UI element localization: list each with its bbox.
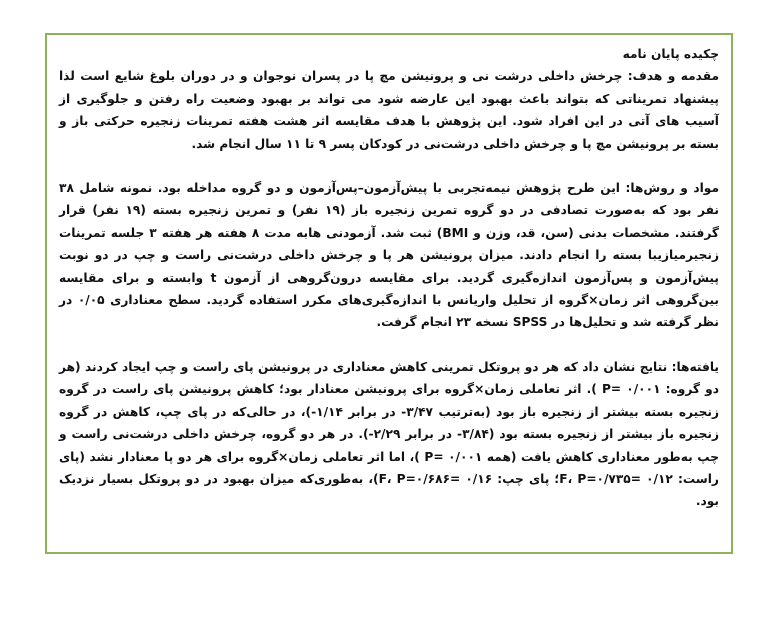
methods-label: مواد و روش‌ها:	[625, 181, 719, 196]
paragraph-spacer	[59, 155, 719, 177]
intro-label: مقدمه و هدف:	[627, 69, 720, 84]
methods-paragraph	[59, 177, 719, 334]
results-text: نتایج نشان داد که هر دو پروتکل تمرینی کاهش معناداری در پرونیشن پای راست و چپ ایجاد کردند (هر دو گروه: P= ۰/۰۰۱ ). اثر تعاملی زمان×گروه برای پرونیشن معنادار بود؛ کاهش پرونیشن پای راست در گروه زنجیره بسته بیشتر از زنجیره باز بود (به‌ترتیب ۳/۴۷- در برابر ۱/۱۴-)، در حالی‌که در پای چپ، کاهش در گروه زنجیره باز بیشتر از زنجیره بسته بود (۳/۸۴- در برابر ۲/۲۹-). در هر دو گروه، چرخش داخلی درشت‌نی راست و چپ به‌طور معناداری کاهش یافت (همه P= ۰/۰۰۱ )، اما اثر تعاملی زمان×گروه برای هر دو پا معنادار نشد (پای راست: ۰/۱۲ =F، P=۰/۷۳۵؛ پای چپ: ۰/۱۶ =F، P=۰/۶۸۶)، به‌طوری‌که میزان بهبود در دو پروتکل بسیار نزدیک بود.	[59, 359, 719, 509]
paragraph-spacer	[59, 334, 719, 356]
intro-paragraph	[59, 65, 719, 155]
abstract-content	[59, 43, 719, 513]
abstract-box	[45, 33, 733, 554]
results-label: یافته‌ها:	[671, 359, 719, 374]
methods-text: این طرح پژوهش نیمه‌تجربی با پیش‌آزمون–پس‌آزمون و دو گروه مداخله بود. نمونه شامل ۳۸ نفر بود که به‌صورت تصادفی در دو گروه تمرین زنجیره باز (۱۹ نفر) و تمرین زنجیره بسته (۱۹ نفر) قرار گرفتند. مشخصات بدنی (سن، قد، وزن و BMI) ثبت شد. آزمودنی هابه مدت ۸ هفته هر هفته ۳ جلسه تمرینات زنجیرمیازیبا بسته را انجام دادند. میزان پرونیشن هر پا و چرخش داخلی درشت‌نی راست و چپ در دو نوبت پیش‌آزمون و پس‌آزمون اندازه‌گیری گردید. برای مقایسه درون‌گروهی از آزمون t وابسته و برای مقایسه بین‌گروهی اثر زمان×گروه از تحلیل واریانس با اندازه‌گیری‌های مکرر استفاده گردید. سطح معناداری ۰/۰۵ در نظر گرفته شد و تحلیل‌ها در SPSS نسخه ۲۳ انجام گرفت.	[59, 181, 719, 330]
intro-text: چرخش داخلی درشت نی و پرونیشن مچ پا در پسران نوجوان و در دوران بلوغ شایع است لذا پیشنهاد تمریناتی که بتواند باعث بهبود این عارضه شود می تواند بر بهبود وضعیت راه رفتن و جلوگیری از آسیب های آتی در این افراد شود. این پژوهش با هدف مقایسه اثر هشت هفته تمرینات زنجیره حرکتی باز و بسته بر پرونیشن مچ پا و چرخش داخلی درشت‌نی در کودکان پسر ۹ تا ۱۱ سال انجام شد.	[59, 69, 719, 151]
abstract-title: چکیده پایان نامه	[622, 47, 719, 61]
results-paragraph	[59, 356, 719, 513]
